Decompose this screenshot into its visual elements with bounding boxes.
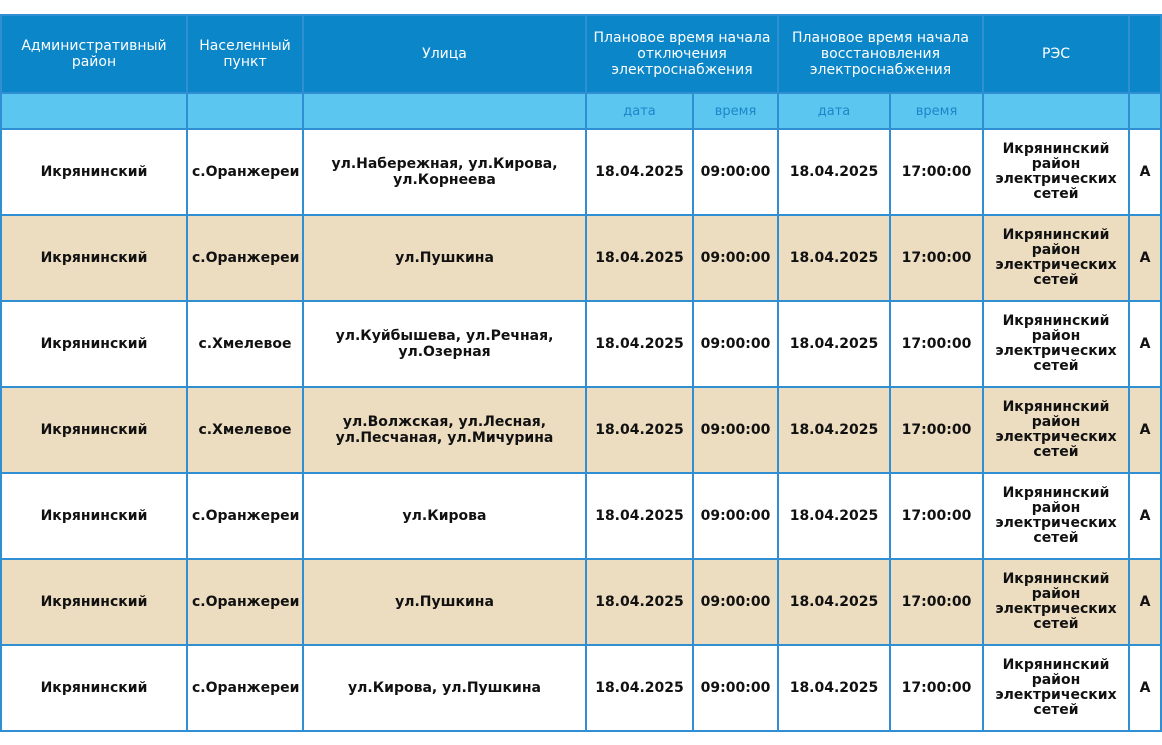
cell-street: ул.Набережная, ул.Кирова, ул.Корнеева (303, 129, 586, 215)
header-row (1, 15, 1161, 93)
table-row (1, 215, 1161, 301)
header-off-time: Плановое время начала отключения электроснабжения (586, 15, 778, 93)
subheader-off-time: время (693, 93, 778, 129)
header-extra (1129, 15, 1161, 93)
subheader-empty (187, 93, 303, 129)
cell-locality: с.Оранжереи (187, 645, 303, 731)
cell-extra: А (1129, 215, 1161, 301)
cell-locality: с.Хмелевое (187, 387, 303, 473)
cell-extra: А (1129, 129, 1161, 215)
cell-on-time: 17:00:00 (890, 129, 983, 215)
subheader-empty (983, 93, 1129, 129)
cell-off-time: 09:00:00 (693, 215, 778, 301)
cell-res: Икрянинский район электрических сетей (983, 301, 1129, 387)
cell-off-time: 09:00:00 (693, 559, 778, 645)
cell-extra: А (1129, 387, 1161, 473)
cell-off-time: 09:00:00 (693, 301, 778, 387)
cell-extra: А (1129, 301, 1161, 387)
cell-off-date: 18.04.2025 (586, 301, 693, 387)
cell-off-date: 18.04.2025 (586, 129, 693, 215)
table-row (1, 387, 1161, 473)
cell-street: ул.Пушкина (303, 215, 586, 301)
cell-res: Икрянинский район электрических сетей (983, 559, 1129, 645)
cell-district: Икрянинский (1, 129, 187, 215)
outage-schedule (0, 14, 1151, 745)
cell-on-date: 18.04.2025 (778, 129, 890, 215)
cell-res: Икрянинский район электрических сетей (983, 387, 1129, 473)
cell-on-date: 18.04.2025 (778, 387, 890, 473)
cell-off-date: 18.04.2025 (586, 473, 693, 559)
table-row (1, 559, 1161, 645)
outage-table (0, 14, 1162, 732)
table-row (1, 473, 1161, 559)
cell-street: ул.Кирова (303, 473, 586, 559)
cell-district: Икрянинский (1, 387, 187, 473)
cell-res: Икрянинский район электрических сетей (983, 129, 1129, 215)
cell-on-date: 18.04.2025 (778, 215, 890, 301)
subheader-empty (1, 93, 187, 129)
cell-district: Икрянинский (1, 645, 187, 731)
cell-on-time: 17:00:00 (890, 645, 983, 731)
table-row (1, 301, 1161, 387)
cell-on-date: 18.04.2025 (778, 559, 890, 645)
subheader-row (1, 93, 1161, 129)
header-street: Улица (303, 15, 586, 93)
table-row (1, 645, 1161, 731)
cell-district: Икрянинский (1, 473, 187, 559)
cell-locality: с.Хмелевое (187, 301, 303, 387)
cell-street: ул.Кирова, ул.Пушкина (303, 645, 586, 731)
cell-off-date: 18.04.2025 (586, 387, 693, 473)
cell-off-date: 18.04.2025 (586, 559, 693, 645)
header-res: РЭС (983, 15, 1129, 93)
cell-off-time: 09:00:00 (693, 129, 778, 215)
cell-street: ул.Пушкина (303, 559, 586, 645)
cell-district: Икрянинский (1, 301, 187, 387)
cell-off-time: 09:00:00 (693, 645, 778, 731)
cell-off-time: 09:00:00 (693, 473, 778, 559)
cell-off-time: 09:00:00 (693, 387, 778, 473)
cell-on-time: 17:00:00 (890, 215, 983, 301)
cell-off-date: 18.04.2025 (586, 645, 693, 731)
cell-district: Икрянинский (1, 215, 187, 301)
cell-on-date: 18.04.2025 (778, 301, 890, 387)
subheader-off-date: дата (586, 93, 693, 129)
subheader-empty (303, 93, 586, 129)
cell-on-date: 18.04.2025 (778, 645, 890, 731)
cell-off-date: 18.04.2025 (586, 215, 693, 301)
cell-extra: А (1129, 645, 1161, 731)
cell-locality: с.Оранжереи (187, 559, 303, 645)
cell-res: Икрянинский район электрических сетей (983, 473, 1129, 559)
cell-on-date: 18.04.2025 (778, 473, 890, 559)
cell-street: ул.Волжская, ул.Лесная, ул.Песчаная, ул.Мичурина (303, 387, 586, 473)
cell-street: ул.Куйбышева, ул.Речная, ул.Озерная (303, 301, 586, 387)
cell-locality: с.Оранжереи (187, 129, 303, 215)
subheader-empty (1129, 93, 1161, 129)
header-district: Административный район (1, 15, 187, 93)
cell-on-time: 17:00:00 (890, 387, 983, 473)
cell-res: Икрянинский район электрических сетей (983, 215, 1129, 301)
cell-district: Икрянинский (1, 559, 187, 645)
cell-on-time: 17:00:00 (890, 301, 983, 387)
cell-locality: с.Оранжереи (187, 215, 303, 301)
cell-res: Икрянинский район электрических сетей (983, 645, 1129, 731)
cell-on-time: 17:00:00 (890, 473, 983, 559)
cell-on-time: 17:00:00 (890, 559, 983, 645)
cell-extra: А (1129, 559, 1161, 645)
subheader-on-date: дата (778, 93, 890, 129)
subheader-on-time: время (890, 93, 983, 129)
cell-locality: с.Оранжереи (187, 473, 303, 559)
header-on-time: Плановое время начала восстановления электроснабжения (778, 15, 983, 93)
header-locality: Населенный пункт (187, 15, 303, 93)
cell-extra: А (1129, 473, 1161, 559)
table-row (1, 129, 1161, 215)
